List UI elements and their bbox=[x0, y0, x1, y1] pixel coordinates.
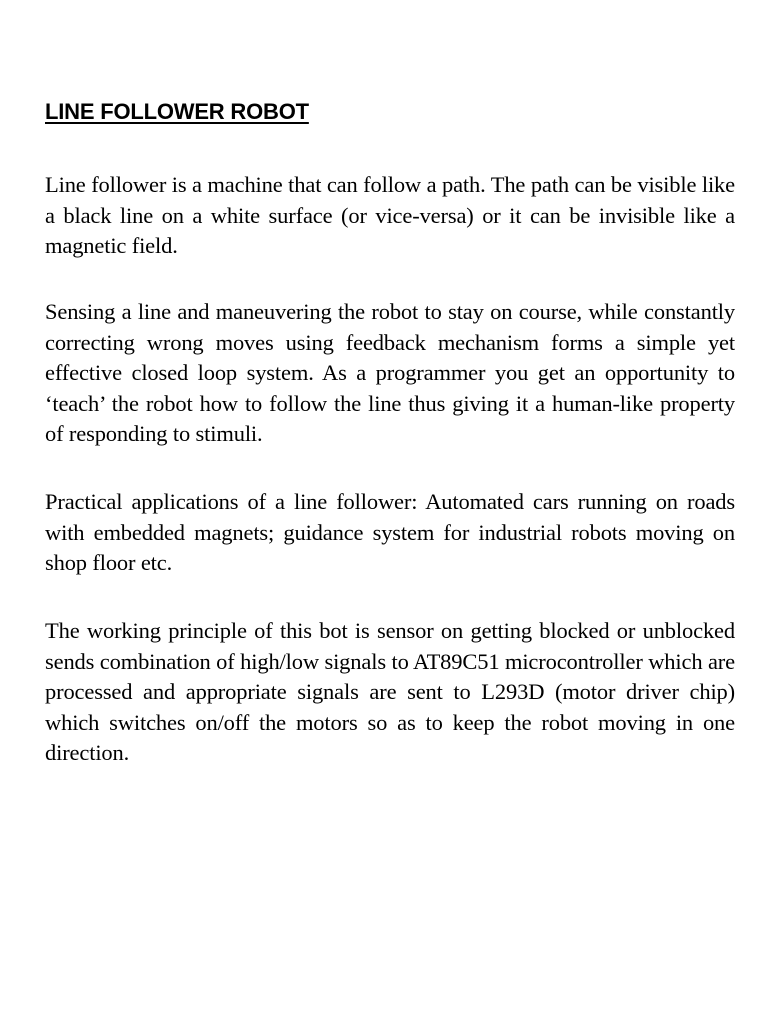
document-title: LINE FOLLOWER ROBOT bbox=[45, 99, 309, 124]
paragraph-closed-loop: Sensing a line and maneuvering the robot to stay on course, while constantly correcting wrong moves using feedback mechanism forms a simple yet effective closed loop system. As a programmer you get an opportunity to ‘teach’ the robot how to follow the line thus giving it a human-like property of responding to stimuli. bbox=[45, 299, 735, 446]
paragraph-working-principle: The working principle of this bot is sensor on getting blocked or unblocked sends combination of high/low signals to AT89C51 microcontroller which are processed and appropriate signals are sent to L293D (motor driver chip) which switches on/off the motors so as to keep the robot moving in one direction. bbox=[45, 618, 735, 765]
paragraph-applications: Practical applications of a line follower: Automated cars running on roads with embedded magnets; guidance system for industrial robots moving on shop floor etc. bbox=[45, 489, 735, 575]
paragraph-definition: Line follower is a machine that can follow a path. The path can be visible like a black line on a white surface (or vice-versa) or it can be invisible like a magnetic field. bbox=[45, 172, 735, 258]
